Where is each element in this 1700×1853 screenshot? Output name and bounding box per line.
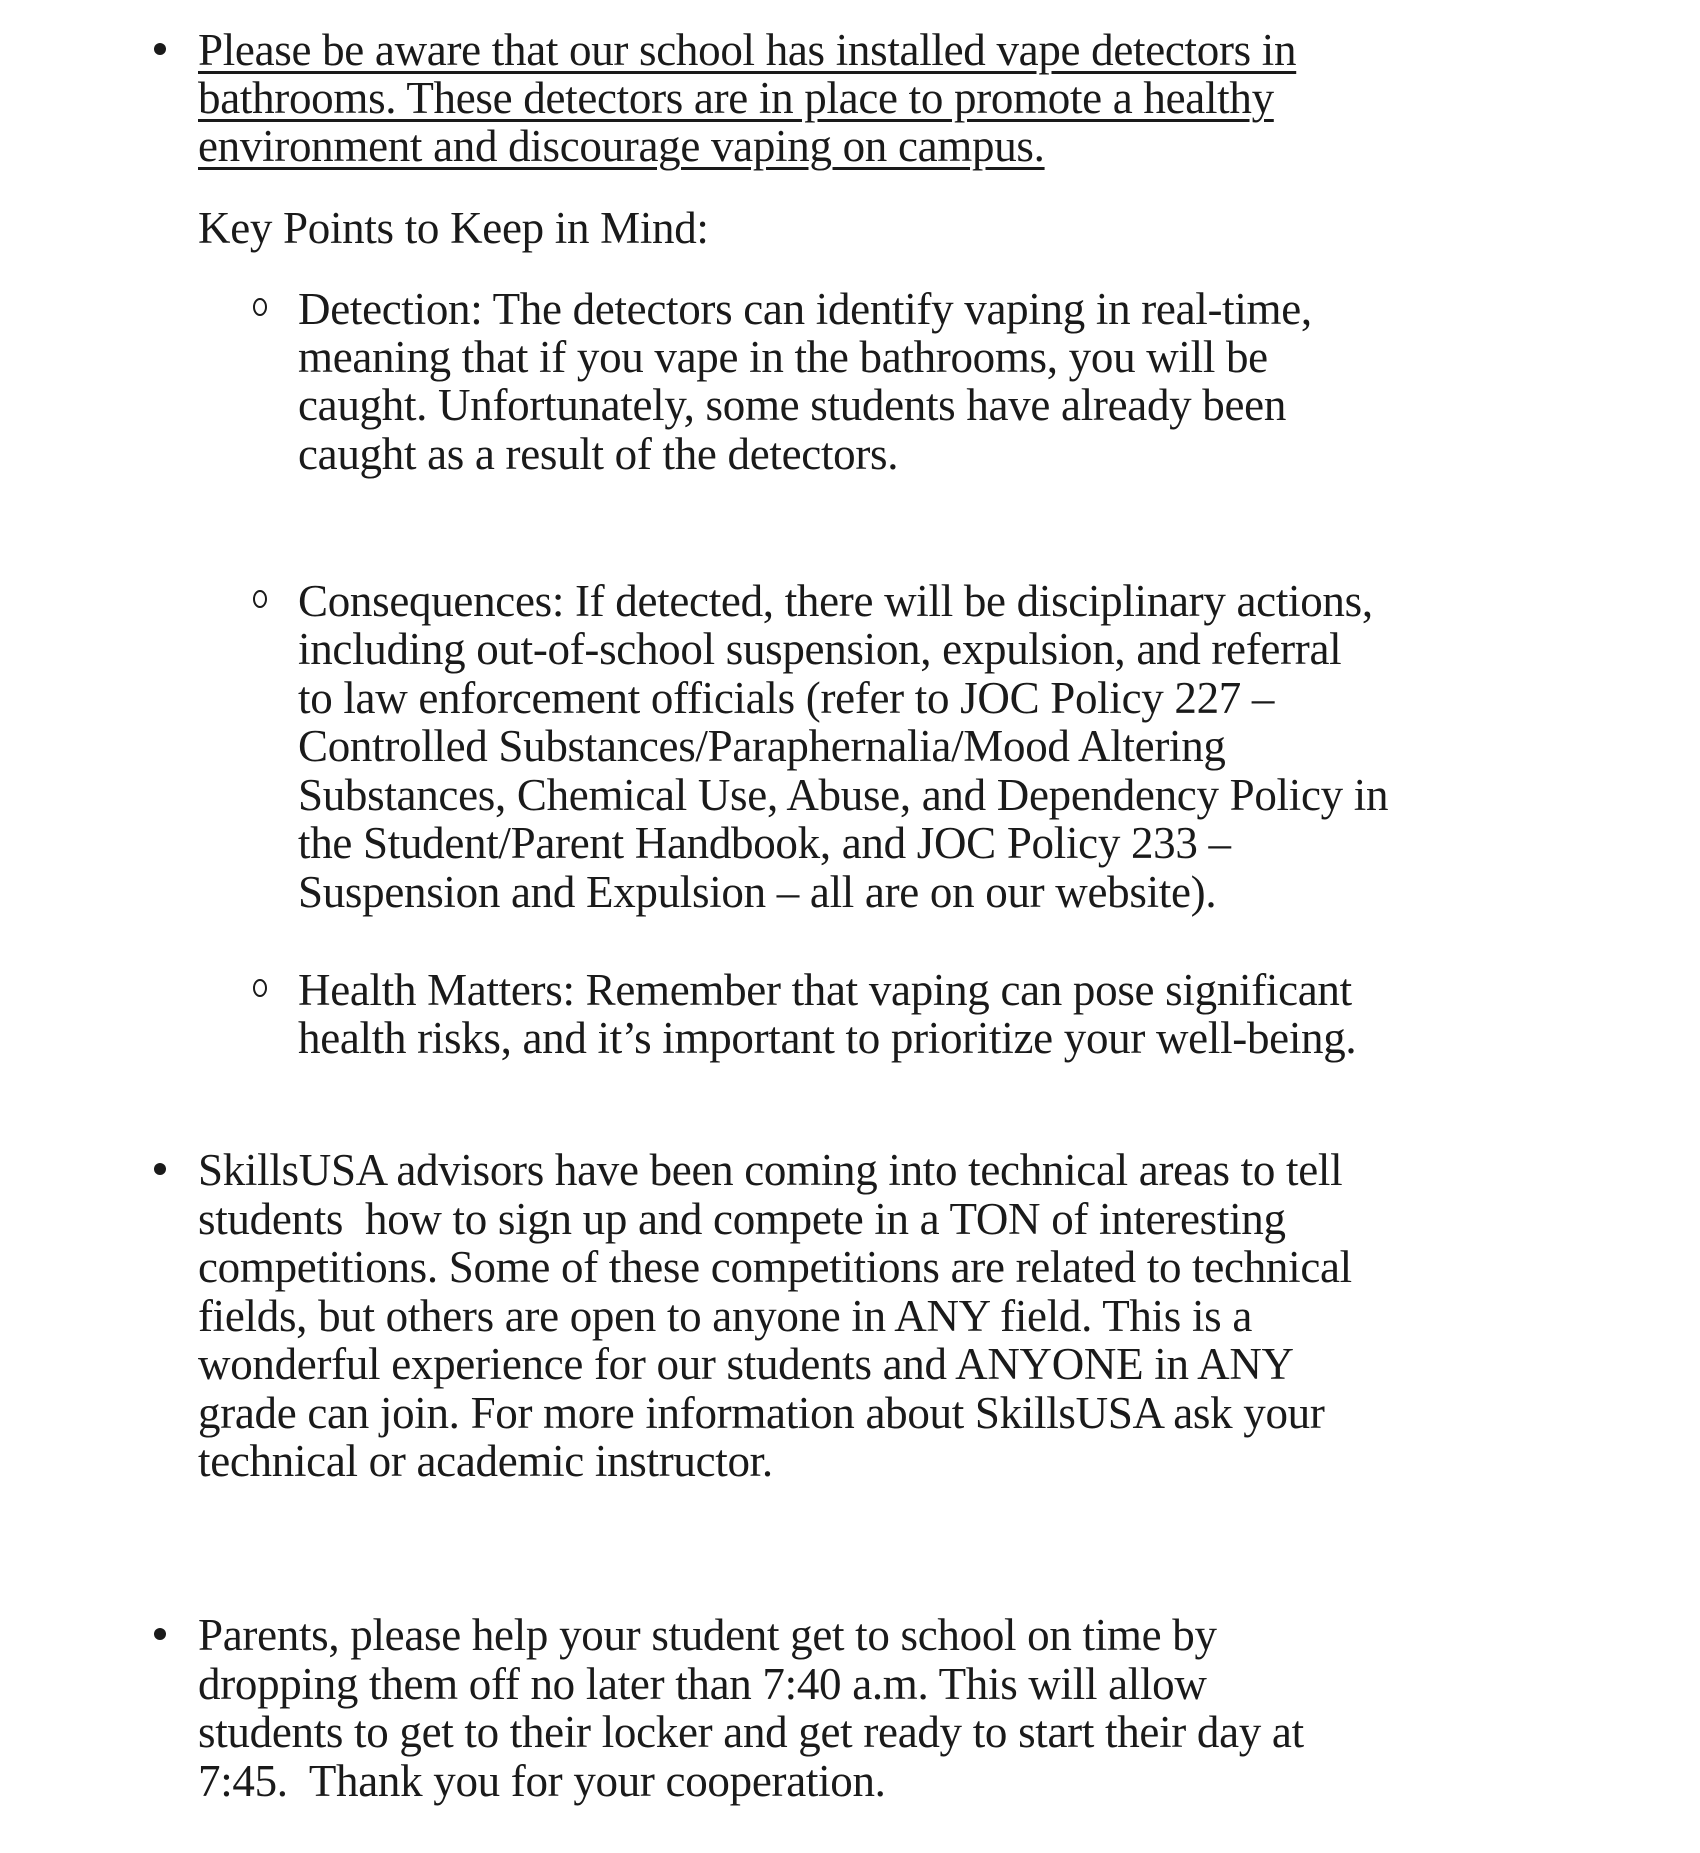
notice-line: technical or academic instructor. <box>198 1436 773 1486</box>
sub-item-line: caught as a result of the detectors. <box>298 429 899 479</box>
notice-line: grade can join. For more information about SkillsUSA ask your <box>198 1388 1325 1438</box>
notice-line: Please be aware that our school has installed vape detectors in <box>198 25 1297 75</box>
notice-line: environment and discourage vaping on campus. <box>198 121 1045 171</box>
sub-item-line: Suspension and Expulsion – all are on our website). <box>298 867 1217 917</box>
sub-item-line: Substances, Chemical Use, Abuse, and Dependency Policy in <box>298 770 1389 820</box>
sub-item-line: Detection: The detectors can identify vaping in real-time, <box>298 284 1312 334</box>
sub-item-line: health risks, and it’s important to prioritize your well-being. <box>298 1013 1357 1063</box>
notice-line: dropping them off no later than 7:40 a.m. This will allow <box>198 1659 1207 1709</box>
notice-line: 7:45. Thank you for your cooperation. <box>198 1756 886 1806</box>
hollow-bullet-icon <box>253 979 267 997</box>
bullet-icon <box>154 1163 166 1175</box>
bullet-icon <box>154 43 166 55</box>
sub-item-line: Controlled Substances/Paraphernalia/Mood Altering <box>298 721 1226 771</box>
notice-line: students to get to their locker and get ready to start their day at <box>198 1707 1304 1757</box>
notice-line: wonderful experience for our students and ANYONE in ANY <box>198 1339 1294 1389</box>
notice-line: SkillsUSA advisors have been coming into technical areas to tell <box>198 1145 1343 1195</box>
sub-item-line: meaning that if you vape in the bathrooms, you will be <box>298 332 1268 382</box>
hollow-bullet-icon <box>253 590 267 608</box>
hollow-bullet-icon <box>253 298 267 316</box>
notice-line: bathrooms. These detectors are in place to promote a healthy <box>198 73 1274 123</box>
bullet-icon <box>154 1628 166 1640</box>
sub-item-line: Consequences: If detected, there will be disciplinary actions, <box>298 576 1373 626</box>
notice-line: Parents, please help your student get to school on time by <box>198 1610 1217 1660</box>
notice-line: competitions. Some of these competitions are related to technical <box>198 1242 1352 1292</box>
sub-item-line: including out-of-school suspension, expulsion, and referral <box>298 624 1342 674</box>
sub-item-line: to law enforcement officials (refer to JOC Policy 227 – <box>298 673 1275 723</box>
sub-item-line: Health Matters: Remember that vaping can pose significant <box>298 965 1352 1015</box>
key-points-heading: Key Points to Keep in Mind: <box>198 203 709 253</box>
sub-item-line: the Student/Parent Handbook, and JOC Policy 233 – <box>298 818 1231 868</box>
sub-item-line: caught. Unfortunately, some students have already been <box>298 380 1287 430</box>
notice-line: fields, but others are open to anyone in ANY field. This is a <box>198 1291 1252 1341</box>
notice-line: students how to sign up and compete in a TON of interesting <box>198 1194 1286 1244</box>
